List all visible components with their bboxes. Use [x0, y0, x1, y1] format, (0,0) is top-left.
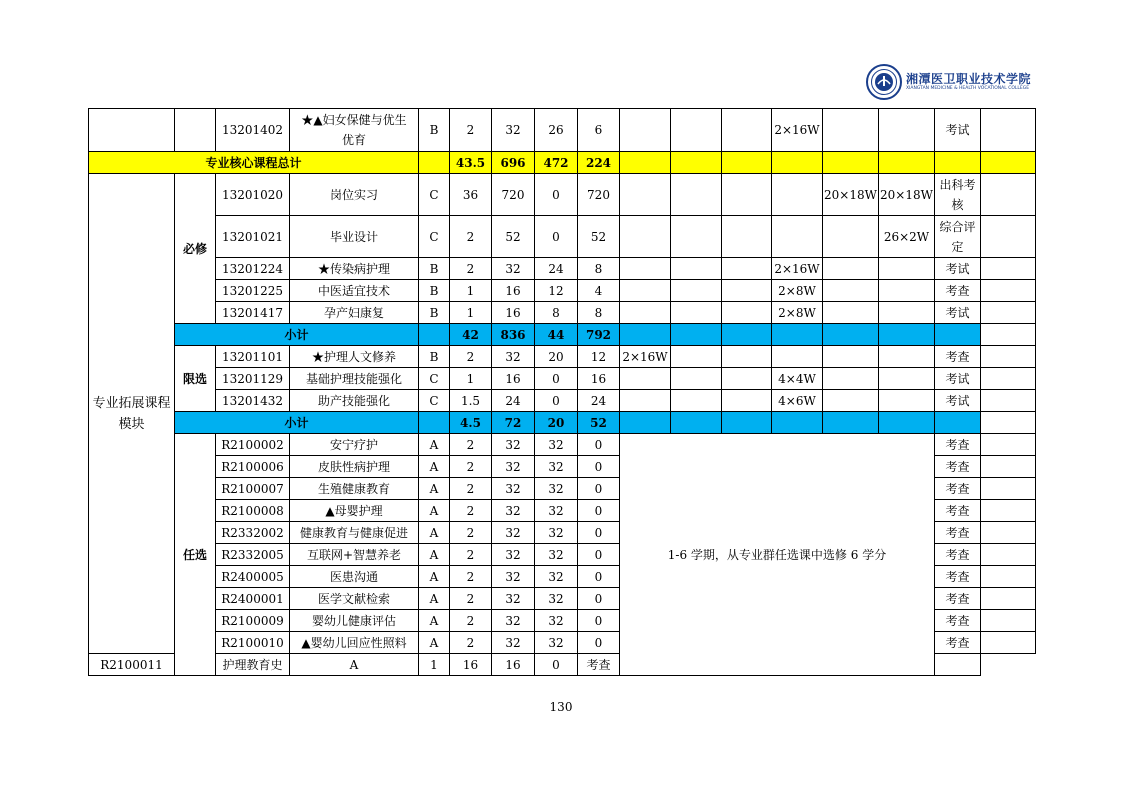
elective-note: 1-6 学期，从专业群任选课中选修 6 学分 — [620, 434, 935, 676]
course-hours: 32 — [492, 610, 535, 632]
exam-type: 考查 — [935, 632, 981, 654]
course-name: 岗位实习 — [290, 174, 419, 216]
course-hours: 24 — [492, 390, 535, 412]
practice-hours: 8 — [578, 258, 620, 280]
course-credit: 2 — [450, 109, 492, 152]
practice-hours: 0 — [535, 654, 578, 676]
subtotal-hours: 72 — [492, 412, 535, 434]
course-name: 皮肤性病护理 — [290, 456, 419, 478]
theory-hours: 0 — [535, 368, 578, 390]
theory-hours: 24 — [535, 258, 578, 280]
table-row — [89, 390, 1036, 412]
theory-hours: 8 — [535, 302, 578, 324]
total-hours: 696 — [492, 152, 535, 174]
course-hours: 32 — [492, 258, 535, 280]
course-code: R2332002 — [216, 522, 290, 544]
course-name: 基础护理技能强化 — [290, 368, 419, 390]
practice-hours: 12 — [578, 346, 620, 368]
course-credit: 2 — [450, 544, 492, 566]
total-practice: 224 — [578, 152, 620, 174]
course-code: 13201129 — [216, 368, 290, 390]
exam-type: 考查 — [935, 434, 981, 456]
exam-type: 考查 — [935, 588, 981, 610]
subtotal-label: 小计 — [175, 324, 419, 346]
course-name: 医学文献检索 — [290, 588, 419, 610]
school-seal-icon — [866, 64, 902, 100]
course-type: B — [419, 258, 450, 280]
practice-hours: 0 — [578, 500, 620, 522]
practice-hours: 0 — [578, 544, 620, 566]
practice-hours: 0 — [578, 478, 620, 500]
course-code: R2100002 — [216, 434, 290, 456]
practice-hours: 0 — [578, 632, 620, 654]
core-total-row — [89, 152, 1036, 174]
course-type: A — [419, 500, 450, 522]
theory-hours: 32 — [535, 610, 578, 632]
theory-hours: 32 — [535, 456, 578, 478]
course-credit: 2 — [450, 632, 492, 654]
exam-type: 出科考核 — [935, 174, 981, 216]
subtotal-hours: 836 — [492, 324, 535, 346]
course-credit: 2 — [450, 456, 492, 478]
course-code: 13201224 — [216, 258, 290, 280]
semester-4: 2×16W — [772, 109, 823, 152]
total-theory: 472 — [535, 152, 578, 174]
course-name: 孕产妇康复 — [290, 302, 419, 324]
exam-type: 考查 — [935, 346, 981, 368]
course-type: A — [419, 632, 450, 654]
table-row — [89, 216, 1036, 258]
course-name: 安宁疗护 — [290, 434, 419, 456]
course-type: C — [419, 174, 450, 216]
course-code: R2100008 — [216, 500, 290, 522]
course-code: 13201021 — [216, 216, 290, 258]
practice-hours: 0 — [578, 588, 620, 610]
exam-type: 考查 — [935, 478, 981, 500]
semester-5: 20×18W — [823, 174, 879, 216]
course-code: 13201101 — [216, 346, 290, 368]
course-hours: 32 — [492, 566, 535, 588]
course-credit: 2 — [450, 522, 492, 544]
practice-hours: 16 — [578, 368, 620, 390]
exam-type: 考查 — [935, 544, 981, 566]
course-credit: 2 — [450, 566, 492, 588]
course-credit: 1 — [419, 654, 450, 676]
course-credit: 2 — [450, 258, 492, 280]
course-code: 13201020 — [216, 174, 290, 216]
course-code: R2100006 — [216, 456, 290, 478]
course-type: B — [419, 280, 450, 302]
theory-hours: 32 — [535, 588, 578, 610]
course-hours: 52 — [492, 216, 535, 258]
core-total-label: 专业核心课程总计 — [89, 152, 419, 174]
exam-type: 考查 — [935, 280, 981, 302]
course-type: A — [419, 566, 450, 588]
course-code: 13201402 — [216, 109, 290, 152]
table-row — [89, 280, 1036, 302]
course-type: A — [419, 478, 450, 500]
practice-hours: 0 — [578, 610, 620, 632]
theory-hours: 12 — [535, 280, 578, 302]
course-hours: 16 — [450, 654, 492, 676]
exam-type: 考试 — [935, 390, 981, 412]
semester-6: 20×18W — [879, 174, 935, 216]
semester-4: 4×6W — [772, 390, 823, 412]
course-name: 婴幼儿健康评估 — [290, 610, 419, 632]
semester-4: 2×16W — [772, 258, 823, 280]
course-code: R2100007 — [216, 478, 290, 500]
practice-hours: 0 — [578, 434, 620, 456]
semester-4: 2×8W — [772, 302, 823, 324]
course-hours: 32 — [492, 588, 535, 610]
practice-hours: 0 — [578, 566, 620, 588]
course-name: 助产技能强化 — [290, 390, 419, 412]
table-row — [89, 434, 1036, 456]
course-hours: 16 — [492, 302, 535, 324]
practice-hours: 0 — [578, 456, 620, 478]
subtotal-label: 小计 — [175, 412, 419, 434]
subtotal-practice: 52 — [578, 412, 620, 434]
exam-type: 考查 — [935, 456, 981, 478]
course-hours: 16 — [492, 280, 535, 302]
course-credit: 2 — [450, 434, 492, 456]
course-name: 健康教育与健康促进 — [290, 522, 419, 544]
practice-hours: 0 — [578, 522, 620, 544]
course-name: 互联网+智慧养老 — [290, 544, 419, 566]
exam-type: 考试 — [935, 258, 981, 280]
course-code: 13201417 — [216, 302, 290, 324]
practice-hours: 52 — [578, 216, 620, 258]
course-hours: 32 — [492, 544, 535, 566]
course-code: 13201225 — [216, 280, 290, 302]
course-type: B — [419, 346, 450, 368]
theory-hours: 16 — [492, 654, 535, 676]
course-type: A — [419, 456, 450, 478]
theory-hours: 32 — [535, 632, 578, 654]
exam-type: 综合评定 — [935, 216, 981, 258]
course-type: A — [419, 610, 450, 632]
course-code: R2100010 — [216, 632, 290, 654]
course-type: B — [419, 109, 450, 152]
page-number: 130 — [549, 700, 573, 714]
course-code: R2332005 — [216, 544, 290, 566]
course-type: A — [419, 522, 450, 544]
semester-6: 26×2W — [879, 216, 935, 258]
module-name: 专业拓展课程模块 — [89, 174, 175, 654]
course-name: ▲母婴护理 — [290, 500, 419, 522]
subtotal-row — [89, 412, 1036, 434]
course-credit: 2 — [450, 588, 492, 610]
course-hours: 32 — [492, 632, 535, 654]
theory-hours: 32 — [535, 478, 578, 500]
course-credit: 36 — [450, 174, 492, 216]
course-credit: 2 — [450, 610, 492, 632]
practice-hours: 8 — [578, 302, 620, 324]
course-type: A — [290, 654, 419, 676]
course-code: R2400005 — [216, 566, 290, 588]
course-name: 医患沟通 — [290, 566, 419, 588]
exam-type: 考试 — [935, 109, 981, 152]
limited-label: 限选 — [175, 346, 216, 412]
course-type: A — [419, 434, 450, 456]
course-code: R2400001 — [216, 588, 290, 610]
exam-type: 考查 — [935, 610, 981, 632]
course-hours: 32 — [492, 500, 535, 522]
course-type: C — [419, 216, 450, 258]
theory-hours: 32 — [535, 500, 578, 522]
school-name: 湘潭医卫职业技术学院 — [906, 72, 1032, 86]
course-code: 13201432 — [216, 390, 290, 412]
table-row — [89, 109, 1036, 152]
subtotal-practice: 792 — [578, 324, 620, 346]
course-credit: 1 — [450, 302, 492, 324]
exam-type: 考查 — [935, 522, 981, 544]
course-credit: 2 — [450, 346, 492, 368]
table-row — [89, 368, 1036, 390]
course-name: ▲婴幼儿回应性照料 — [290, 632, 419, 654]
theory-hours: 20 — [535, 346, 578, 368]
subtotal-row — [89, 324, 1036, 346]
course-name: 护理教育史 — [216, 654, 290, 676]
course-credit: 2 — [450, 500, 492, 522]
course-name: 生殖健康教育 — [290, 478, 419, 500]
course-type: B — [419, 302, 450, 324]
table-row — [89, 346, 1036, 368]
course-credit: 2 — [450, 216, 492, 258]
elective-label: 任选 — [175, 434, 216, 676]
course-credit: 2 — [450, 478, 492, 500]
theory-hours: 0 — [535, 390, 578, 412]
course-type: A — [419, 588, 450, 610]
theory-hours: 0 — [535, 216, 578, 258]
theory-hours: 32 — [535, 434, 578, 456]
course-hours: 32 — [492, 109, 535, 152]
course-hours: 32 — [492, 434, 535, 456]
course-credit: 1.5 — [450, 390, 492, 412]
course-name: ★护理人文修养 — [290, 346, 419, 368]
table-row — [89, 302, 1036, 324]
course-hours: 16 — [492, 368, 535, 390]
exam-type: 考试 — [935, 368, 981, 390]
course-type: C — [419, 368, 450, 390]
school-name-en: XIANGTAN MEDICINE & HEALTH VOCATIONAL COLLEGE — [906, 86, 1030, 91]
course-type: A — [419, 544, 450, 566]
course-hours: 32 — [492, 522, 535, 544]
subtotal-credit: 42 — [450, 324, 492, 346]
semester-4: 4×4W — [772, 368, 823, 390]
table-row — [89, 174, 1036, 216]
subtotal-credit: 4.5 — [450, 412, 492, 434]
practice-hours: 720 — [578, 174, 620, 216]
exam-type: 考试 — [935, 302, 981, 324]
course-credit: 1 — [450, 280, 492, 302]
table-row — [89, 258, 1036, 280]
course-name: 毕业设计 — [290, 216, 419, 258]
semester-1: 2×16W — [620, 346, 671, 368]
subtotal-theory: 44 — [535, 324, 578, 346]
course-hours: 32 — [492, 478, 535, 500]
course-code: R2100011 — [89, 654, 175, 676]
theory-hours: 0 — [535, 174, 578, 216]
exam-type: 考查 — [578, 654, 620, 676]
practice-hours: 4 — [578, 280, 620, 302]
course-name: ★传染病护理 — [290, 258, 419, 280]
course-hours: 720 — [492, 174, 535, 216]
course-name: ★▲妇女保健与优生优育 — [290, 109, 419, 152]
exam-type: 考查 — [935, 500, 981, 522]
school-logo — [866, 64, 1032, 104]
required-label: 必修 — [175, 174, 216, 324]
theory-hours: 32 — [535, 566, 578, 588]
semester-4: 2×8W — [772, 280, 823, 302]
theory-hours: 32 — [535, 544, 578, 566]
practice-hours: 6 — [578, 109, 620, 152]
subtotal-theory: 20 — [535, 412, 578, 434]
practice-hours: 24 — [578, 390, 620, 412]
theory-hours: 32 — [535, 522, 578, 544]
exam-type: 考查 — [935, 566, 981, 588]
total-credit: 43.5 — [450, 152, 492, 174]
course-table — [88, 108, 1036, 676]
course-code: R2100009 — [216, 610, 290, 632]
theory-hours: 26 — [535, 109, 578, 152]
course-hours: 32 — [492, 346, 535, 368]
course-hours: 32 — [492, 456, 535, 478]
course-credit: 1 — [450, 368, 492, 390]
course-type: C — [419, 390, 450, 412]
course-name: 中医适宜技术 — [290, 280, 419, 302]
